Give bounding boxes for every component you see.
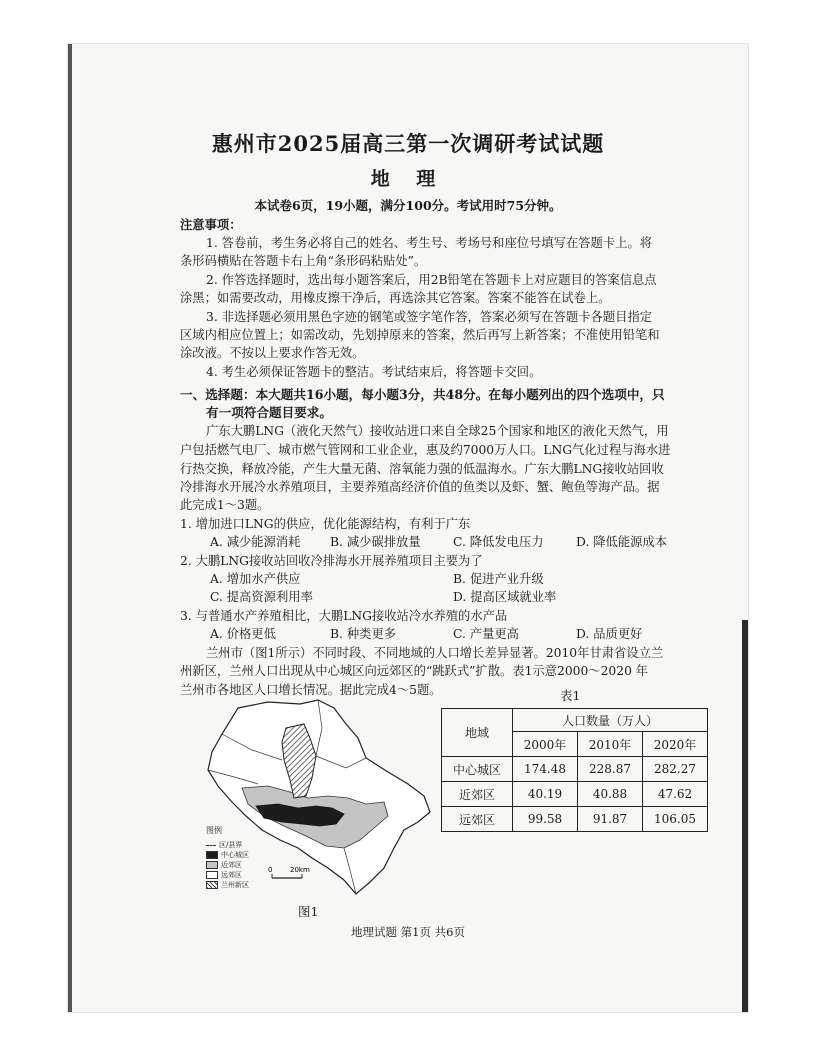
table-cell-value: 99.58 — [513, 807, 578, 832]
legend-label: 近郊区 — [221, 861, 242, 869]
table-row — [442, 807, 708, 832]
q3-option-d: D. 品质更好 — [576, 627, 643, 641]
scale-zero: 0 — [268, 866, 273, 874]
table-header-year: 2020年 — [643, 732, 708, 757]
population-table — [441, 708, 708, 832]
notice-line: 涂改液。不按以上要求作答无效。 — [180, 346, 365, 360]
section-heading-cont: 有一项符合题目要求。 — [206, 405, 332, 420]
q3-option-a: A. 价格更低 — [210, 627, 276, 641]
paper-right-edge — [742, 620, 748, 1012]
passage-line: 此完成1～3题。 — [180, 498, 270, 512]
notice-line: 1. 答卷前，考生务必将自己的姓名、考生号、考场号和座位号填写在答题卡上。将 — [206, 236, 653, 250]
q2-option-d: D. 提高区域就业率 — [453, 590, 557, 604]
q1-option-d: D. 降低能源成本 — [576, 535, 668, 549]
far-swatch — [206, 871, 218, 879]
q3-option-b: B. 种类更多 — [330, 627, 397, 641]
legend-label: 中心城区 — [221, 851, 249, 859]
q1-option-c: C. 降低发电压力 — [453, 535, 544, 549]
table-cell-value: 40.19 — [513, 782, 578, 807]
table-cell-region: 近郊区 — [442, 782, 513, 807]
passage2-line: 兰州市各地区人口增长情况。据此完成4～5题。 — [180, 683, 442, 697]
figure-label: 图1 — [298, 904, 319, 919]
passage-line: 广东大鹏LNG（液化天然气）接收站进口来自全球25个国家和地区的液化天然气，用 — [206, 424, 669, 438]
table-header-region: 地域 — [442, 709, 513, 757]
table-header-year: 2000年 — [513, 732, 578, 757]
question-2-stem: 2. 大鹏LNG接收站回收冷排海水开展养殖项目主要为了 — [180, 554, 483, 568]
boundary-swatch — [206, 845, 216, 846]
legend-item — [206, 870, 249, 880]
passage-line: 冷排海水开展冷水养殖项目，主要养殖高经济价值的鱼类以及虾、蟹、鲍鱼等海产品。据 — [180, 480, 660, 494]
table-cell-value: 174.48 — [513, 757, 578, 782]
center-swatch — [206, 851, 218, 859]
q2-option-a: A. 增加水产供应 — [210, 572, 301, 586]
near-swatch — [206, 861, 218, 869]
table-cell-value: 40.88 — [578, 782, 643, 807]
newarea-swatch — [206, 881, 218, 889]
table-row — [442, 757, 708, 782]
legend-label: 区/县界 — [219, 841, 243, 849]
table-caption: 表1 — [560, 688, 581, 703]
notice-heading: 注意事项： — [180, 217, 242, 232]
table-row — [442, 782, 708, 807]
page-footer: 地理试题 第1页 共6页 — [351, 925, 465, 939]
legend-label: 兰州新区 — [221, 881, 249, 889]
notice-line: 区域内相应位置上；如需改动，先划掉原来的答案，然后再写上新答案；不准使用铅笔和 — [180, 328, 660, 342]
legend-title: 图例 — [206, 826, 222, 835]
exam-title: 惠州市2025届高三第一次调研考试试题 — [211, 131, 605, 156]
passage-line: 户包括燃气电厂、城市燃气管网和工业企业，惠及约7000万人口。LNG气化过程与海水进 — [180, 443, 671, 457]
table-header-population: 人口数量（万人） — [513, 709, 708, 732]
legend-item — [206, 840, 249, 850]
table-header-year: 2010年 — [578, 732, 643, 757]
table-cell-value: 106.05 — [643, 807, 708, 832]
subject-title: 地 理 — [370, 168, 446, 190]
notice-line: 条形码横贴在答题卡右上角“条形码粘贴处”。 — [180, 254, 427, 268]
legend-item — [206, 850, 249, 860]
q1-option-a: A. 减少能源消耗 — [210, 535, 301, 549]
exam-page — [68, 44, 748, 1012]
table-cell-value: 282.27 — [643, 757, 708, 782]
paper-left-edge — [68, 44, 72, 1012]
q1-option-b: B. 减少碳排放量 — [330, 535, 421, 549]
notice-line: 涂黑；如需要改动，用橡皮擦干净后，再选涂其它答案。答案不能答在试卷上。 — [180, 291, 611, 305]
table-cell-value: 91.87 — [578, 807, 643, 832]
notice-line: 3. 非选择题必须用黑色字迹的钢笔或签字笔作答，答案必须写在答题卡各题目指定 — [206, 310, 653, 324]
table-cell-value: 47.62 — [643, 782, 708, 807]
question-3-stem: 3. 与普通水产养殖相比，大鹏LNG接收站冷水养殖的水产品 — [180, 609, 508, 623]
passage2-line: 兰州市（图1所示）不同时段、不同地域的人口增长差异显著。2010年甘肃省设立兰 — [206, 646, 664, 660]
section-heading: 一、选择题：本大题共16小题，每小题3分，共48分。在每小题列出的四个选项中，只 — [180, 387, 665, 402]
q2-option-b: B. 促进产业升级 — [453, 572, 544, 586]
passage2-line: 州新区，兰州人口出现从中心城区向远郊区的“跳跃式”扩散。表1示意2000～2020 年 — [180, 664, 649, 678]
q3-option-c: C. 产量更高 — [453, 627, 519, 641]
notice-line: 2. 作答选择题时，选出每小题答案后，用2B铅笔在答题卡上对应题目的答案信息点 — [206, 273, 657, 287]
notice-line: 4. 考生必须保证答题卡的整洁。考试结束后，将答题卡交回。 — [206, 365, 542, 379]
legend-item — [206, 860, 249, 870]
scale-label: 20km — [290, 866, 310, 874]
question-1-stem: 1. 增加进口LNG的供应，优化能源结构，有利于广东 — [180, 517, 471, 531]
table-cell-region: 中心城区 — [442, 757, 513, 782]
table-cell-value: 228.87 — [578, 757, 643, 782]
passage-line: 行热交换，释放冷能，产生大量无菌、溶氧能力强的低温海水。广东大鹏LNG接收站回收 — [180, 462, 664, 476]
map-legend — [206, 826, 249, 890]
table-cell-region: 远郊区 — [442, 807, 513, 832]
legend-item — [206, 880, 249, 890]
exam-info: 本试卷6页，19小题，满分100分。考试用时75分钟。 — [254, 198, 562, 213]
legend-label: 远郊区 — [221, 871, 242, 879]
q2-option-c: C. 提高资源利用率 — [210, 590, 313, 604]
